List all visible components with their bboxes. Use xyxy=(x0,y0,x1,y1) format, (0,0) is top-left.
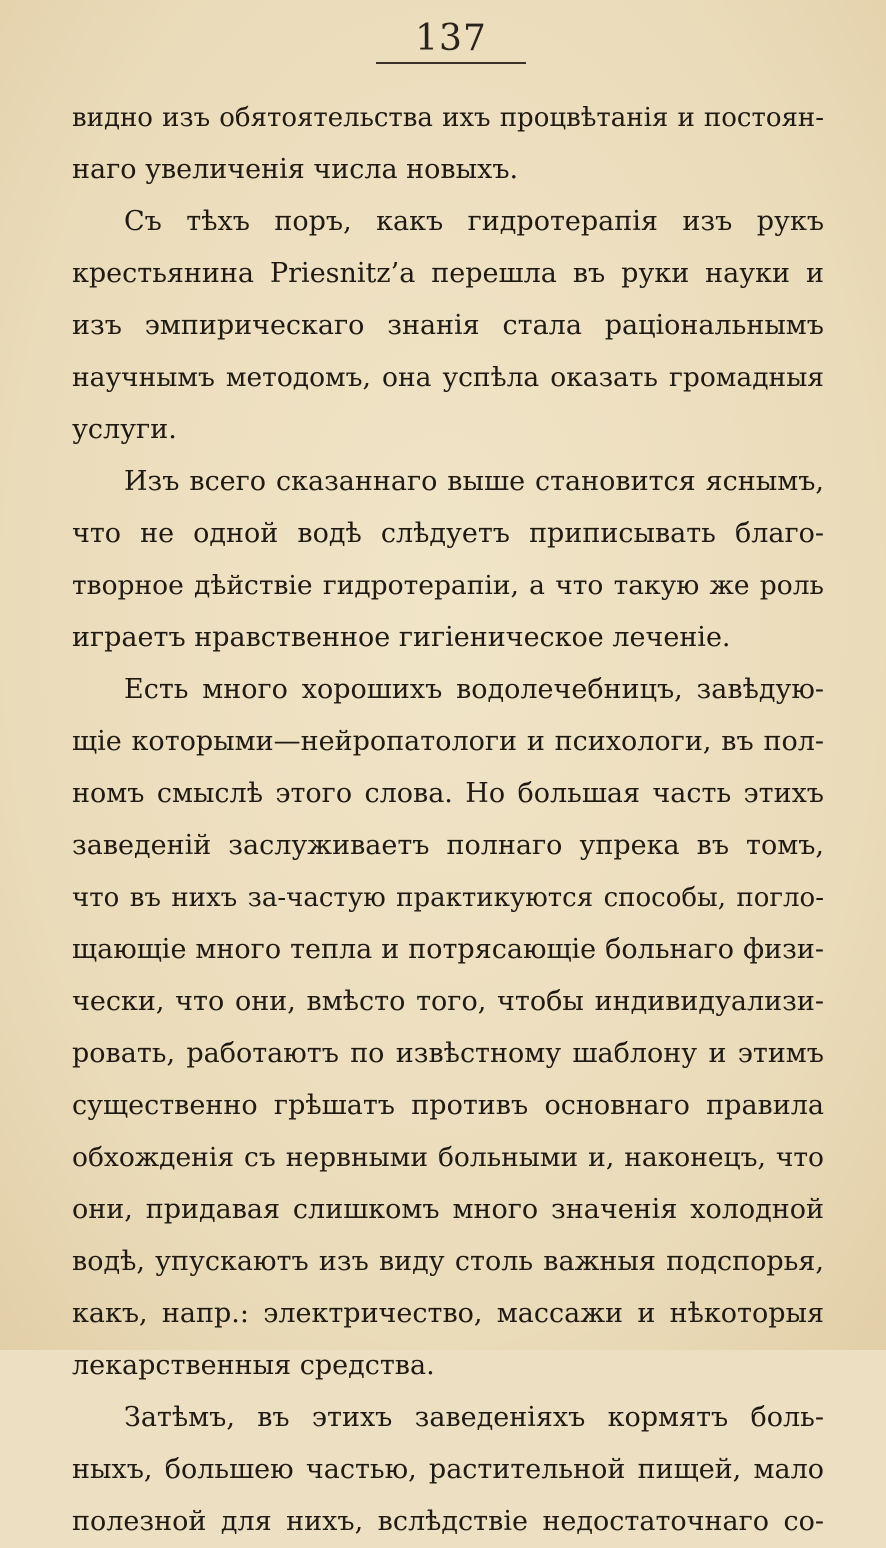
text-line: играетъ нравственное гигіеническое леченіе. xyxy=(72,622,731,653)
text-line: что въ нихъ за-частую практикуются способы, погло- xyxy=(72,883,824,913)
text-line: что не одной водѣ слѣдуетъ приписывать благо- xyxy=(72,518,824,549)
text-line: они, придавая слишкомъ много значенія холодной xyxy=(72,1194,824,1225)
text-line: номъ смыслѣ этого слова. Но большая часть этихъ xyxy=(72,778,824,809)
text-line: существенно грѣшатъ противъ основнаго правила xyxy=(72,1090,824,1121)
text-line: обхожденія съ нервными больными и, наконецъ, что xyxy=(72,1142,824,1173)
text-line: изъ эмпирическаго знанія стала раціональнымъ xyxy=(72,310,824,341)
text-line: полезной для нихъ, вслѣдствіе недостаточнаго со- xyxy=(72,1506,824,1537)
page-number: 137 xyxy=(415,18,487,59)
text-line: щіе которыми—нейропатологи и психологи, въ пол- xyxy=(72,726,824,757)
body-text xyxy=(72,92,824,1548)
text-line: научнымъ методомъ, она успѣла оказать громадныя xyxy=(72,362,824,393)
text-line: творное дѣйствіе гидротерапіи, а что такую же роль xyxy=(72,570,824,601)
text-line: ныхъ, большею частью, растительной пищей, мало xyxy=(72,1454,824,1485)
text-line: Есть много хорошихъ водолечебницъ, завѣдую- xyxy=(124,674,824,705)
text-line: Затѣмъ, въ этихъ заведеніяхъ кормятъ боль- xyxy=(124,1402,824,1433)
text-line: услуги. xyxy=(72,414,177,445)
text-line: видно изъ обятоятельства ихъ процвѣтанія и постоян- xyxy=(72,103,824,133)
text-line: какъ, напр.: электричество, массажи и нѣкоторыя xyxy=(72,1298,824,1329)
text-line: лекарственныя средства. xyxy=(72,1350,435,1381)
text-line: заведеній заслуживаетъ полнаго упрека въ томъ, xyxy=(72,830,824,861)
text-line: наго увеличенія числа новыхъ. xyxy=(72,154,519,185)
text-line: Съ тѣхъ поръ, какъ гидротерапія изъ рукъ xyxy=(124,206,824,237)
text-line: чески, что они, вмѣсто того, чтобы индивидуализи- xyxy=(72,986,824,1017)
text-line: Изъ всего сказаннаго выше становится яснымъ, xyxy=(124,466,824,497)
text-line: водѣ, упускаютъ изъ виду столь важныя подспорья, xyxy=(72,1246,824,1277)
text-line: ровать, работаютъ по извѣстному шаблону и этимъ xyxy=(72,1038,824,1069)
page-number-rule xyxy=(376,62,526,64)
text-line: щающіе много тепла и потрясающіе больнаго физи- xyxy=(72,934,824,965)
text-line: крестьянина Priesnitz’a перешла въ руки науки и xyxy=(72,258,824,289)
